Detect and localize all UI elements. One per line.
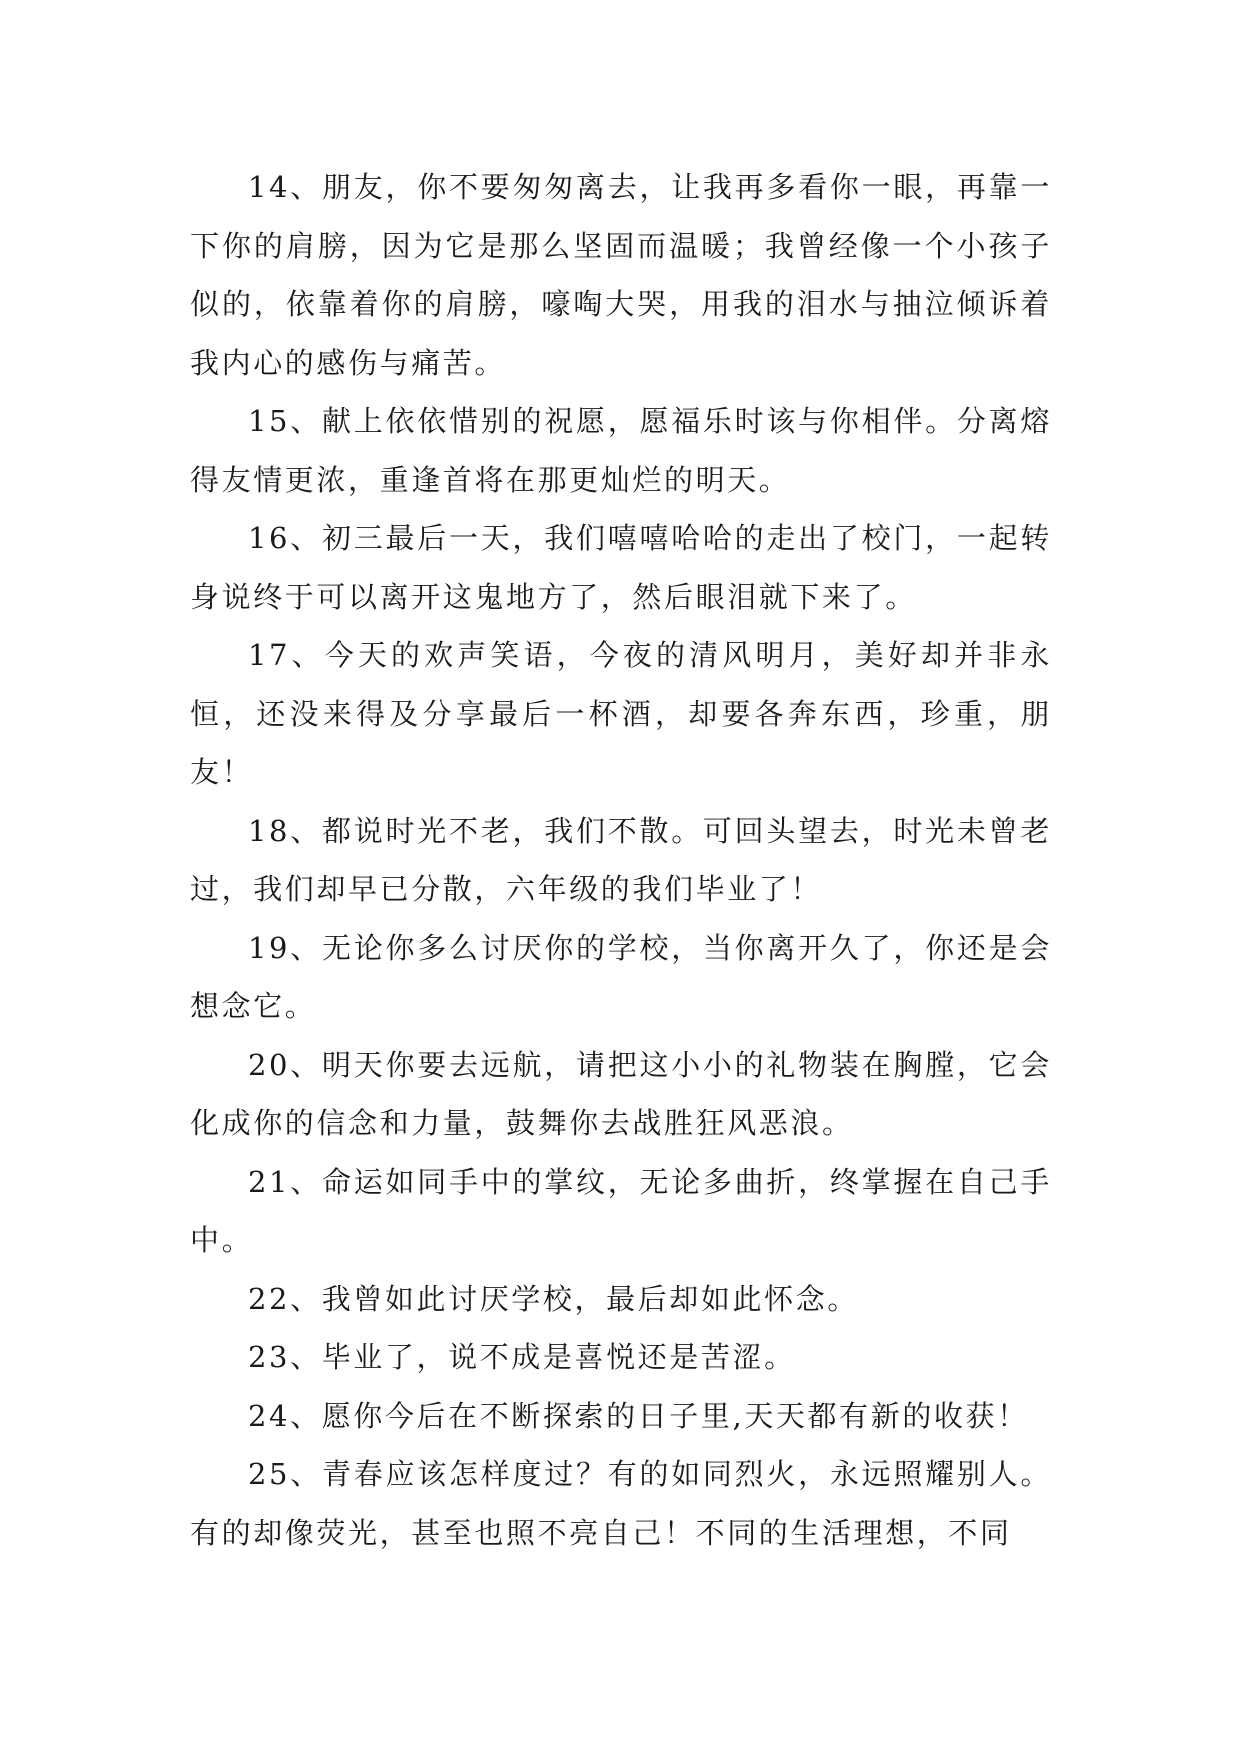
document-body [190,158,1052,1562]
paragraph-22: 22、我曾如此讨厌学校，最后却如此怀念。 [248,1281,859,1316]
paragraph-15: 15、献上依依惜别的祝愿，愿福乐时该与你相伴。分离熔得友情更浓，重逢首将在那更灿烂的明天。 [190,404,1052,497]
paragraph-20: 20、明天你要去远航，请把这小小的礼物装在胸膛，它会化成你的信念和力量，鼓舞你去战胜狂风恶浪。 [190,1047,1052,1140]
paragraph-14: 14、朋友，你不要匆匆离去，让我再多看你一眼，再靠一下你的肩膀，因为它是那么坚固而温暖；我曾经像一个小孩子似的，依靠着你的肩膀，嚎啕大哭，用我的泪水与抽泣倾诉着我内心的感伤与痛苦。 [190,170,1052,380]
paragraph-18: 18、都说时光不老，我们不散。可回头望去，时光未曾老过，我们却早已分散，六年级的我们毕业了！ [190,813,1052,906]
paragraph-24: 24、愿你今后在不断探索的日子里,天天都有新的收获！ [248,1398,1029,1433]
paragraph-23: 23、毕业了，说不成是喜悦还是苦涩。 [248,1340,796,1374]
paragraph-17: 17、今天的欢声笑语，今夜的清风明月，美好却并非永恒，还没来得及分享最后一杯酒，却要各奔东西，珍重，朋友！ [190,638,1052,789]
paragraph-19: 19、无论你多么讨厌你的学校，当你离开久了，你还是会想念它。 [190,930,1052,1023]
paragraph-25: 25、青春应该怎样度过？有的如同烈火，永远照耀别人。有的却像荧光，甚至也照不亮自己！不同的生活理想，不同 [190,1457,1052,1550]
paragraph-21: 21、命运如同手中的掌纹，无论多曲折，终掌握在自己手中。 [190,1164,1052,1257]
paragraph-16: 16、初三最后一天，我们嘻嘻哈哈的走出了校门，一起转身说终于可以离开这鬼地方了，然后眼泪就下来了。 [190,521,1052,614]
